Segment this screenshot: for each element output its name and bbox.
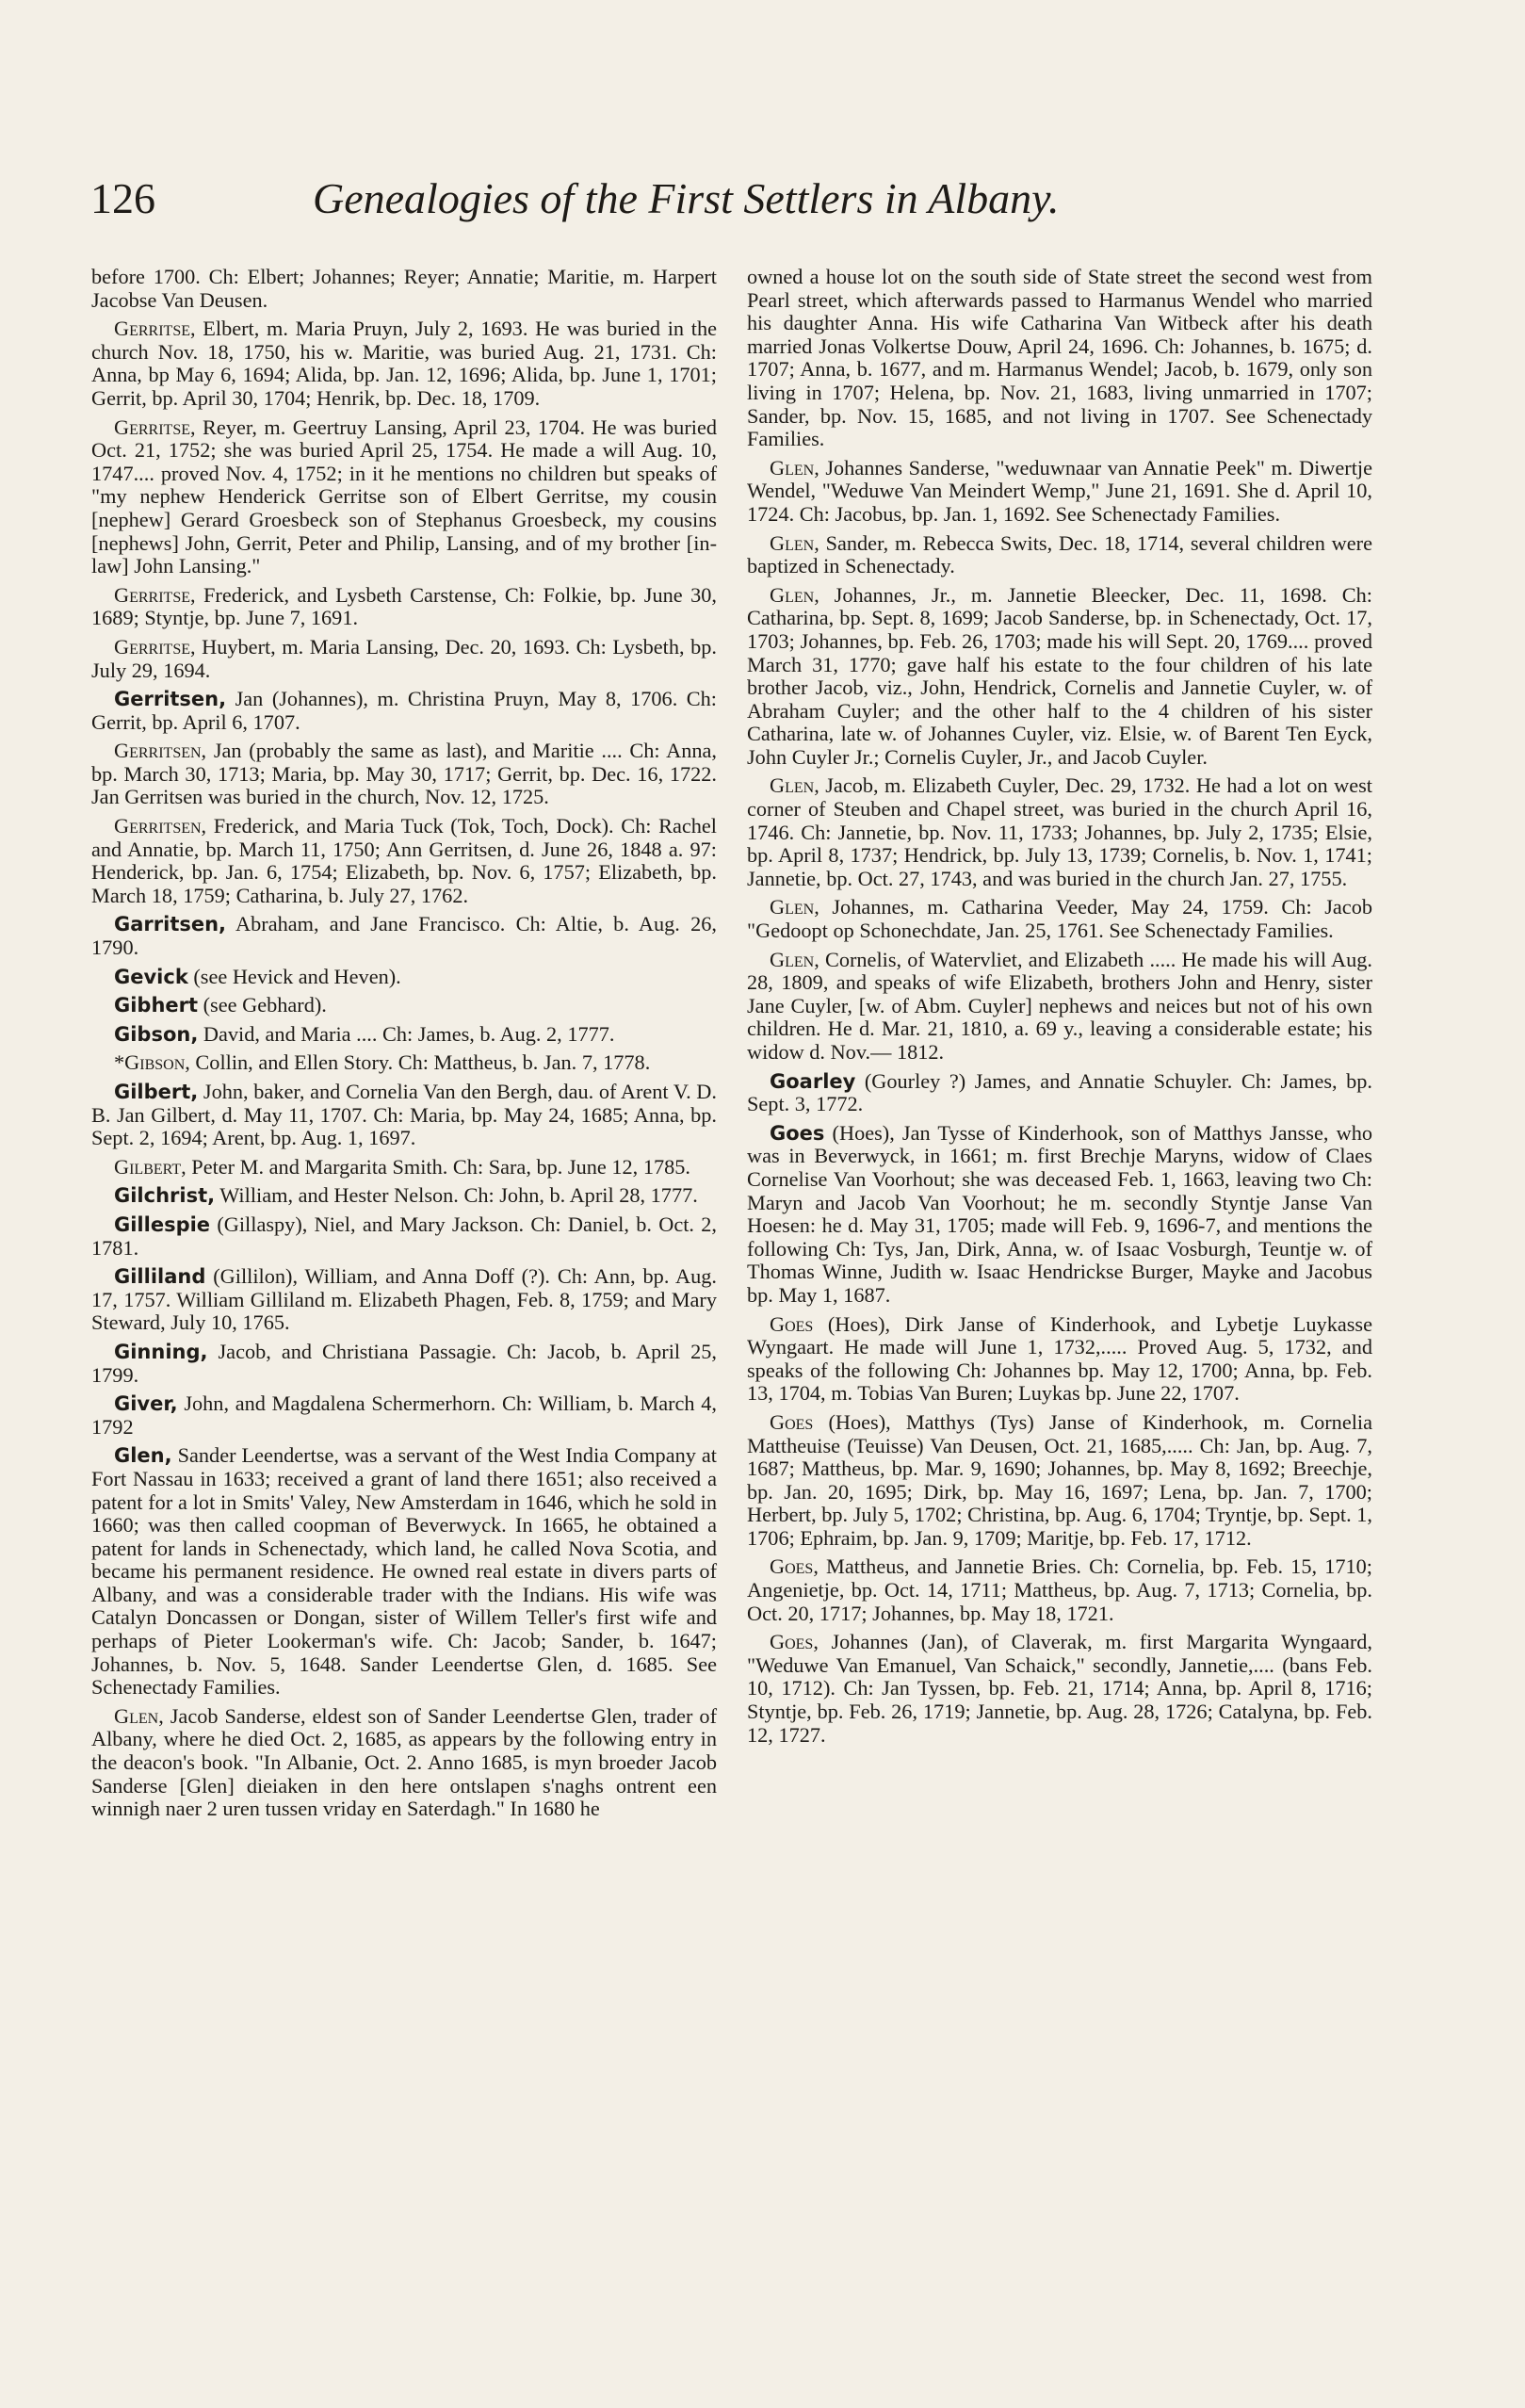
entry-surname: Ginning, [114, 1340, 208, 1363]
entry-surname: Gerritse, [114, 634, 196, 659]
entry-surname: Goes, [770, 1554, 819, 1579]
entry-surname: Goes [770, 1409, 814, 1434]
entry-text: (see Hevick and Heven). [187, 964, 401, 988]
entry-text: Jan (probably the same as last), and Maritie .... Ch: Anna, bp. March 30, 1713; Maria, bp. May 30, 1717; Gerrit, bp. Dec. 16, 1722. Jan Gerritsen was buried in the church, Nov. 12, 1725. [91, 739, 717, 809]
entry-text: David, and Maria .... Ch: James, b. Aug. 2, 1777. [198, 1021, 615, 1046]
genealogy-entry [91, 994, 717, 1017]
genealogy-entry [91, 1705, 717, 1821]
genealogy-entry [91, 1081, 717, 1150]
entry-surname: Glen, [770, 773, 819, 798]
entry-text: (Hoes), Matthys (Tys) Janse of Kinderhook, m. Cornelia Mattheuise (Teuisse) Van Deusen, Oct. 21, 1685,..... Ch: Jan, bp. Aug. 7, 1687; Mattheus, bp. Mar. 9, 1690; Johannes, bp. May 8, 1692; Breechje, bp. Jan. 20, 1695; Dirk, bp. May 16, 1697; Lena, bp. Jan. 7, 1700; Herbert, bp. July 5, 1702; Christina, bp. Aug. 6, 1704; Tryntje, bp. Sept. 1, 1706; Ephraim, bp. Jan. 9, 1709; Maritje, bp. Feb. 17, 1712. [747, 1409, 1372, 1550]
entry-text: (Gourley ?) James, and Annatie Schuyler. Ch: James, bp. Sept. 3, 1772. [747, 1068, 1372, 1116]
entry-text: (Gillilon), William, and Anna Doff (?). Ch: Ann, bp. Aug. 17, 1757. William Gilliland m. Elizabeth Phagen, Feb. 8, 1759; and Mary Steward, July 10, 1765. [91, 1264, 717, 1335]
genealogy-entry [91, 740, 717, 809]
entry-surname: Gibson, [114, 1022, 199, 1046]
genealogy-entry [747, 949, 1372, 1065]
entry-surname: Gerritse, [114, 582, 196, 607]
genealogy-entry [747, 532, 1372, 578]
genealogy-entry [747, 584, 1372, 770]
entry-text: Frederick, and Lysbeth Carstense, Ch: Folkie, bp. June 30, 1689; Styntje, bp. June 7, 1691. [91, 582, 717, 630]
running-title: Genealogies of the First Settlers in Albany. [313, 174, 1060, 222]
entry-text: before 1700. Ch: Elbert; Johannes; Reyer; Annatie; Maritie, m. Harpert Jacobse Van Deusen. [91, 265, 717, 312]
entry-surname: Goes [770, 1311, 814, 1336]
genealogy-entry [91, 1156, 717, 1180]
entry-text: (Hoes), Jan Tysse of Kinderhook, son of Matthys Jansse, who was in Beverwyck, in 1661; m. first Brechje Maryns, widow of Claes Cornelise Van Voorhout; she was deceased Feb. 1, 1663, leaving two Ch: Maryn and Jacob Van Voorhout; he m. secondly Styntje Janse Van Hoesen: he d. May 31, 1705; made will Feb. 9, 1696-7, and mentions the following Ch: Tys, Jan, Dirk, Anna, w. of Isaac Vosburgh, Teuntje w. of Thomas Winne, Judith w. Isaac Hendrickse Burger, Mayke and Jacobus bp. May 1, 1687. [747, 1120, 1372, 1307]
genealogy-entry [91, 1023, 717, 1047]
entry-text: owned a house lot on the south side of State street the second west from Pearl street, which afterwards passed to Harmanus Wendel who married his daughter Anna. His wife Catharina Van Witbeck after his death married Jonas Volkertse Douw, April 24, 1696. Ch: Johannes, b. 1675; d. 1707; Anna, b. 1677, and m. Harmanus Wendel; Jacob, b. 1679, only son living in 1707; Helena, bp. Nov. 21, 1683, living unmarried in 1707; Sander, bp. Nov. 15, 1685, and not living in 1707. See Schenectady Families. [747, 265, 1372, 451]
entry-text: John, and Magdalena Schermerhorn. Ch: William, b. March 4, 1792 [91, 1391, 717, 1439]
genealogy-entry [91, 1392, 717, 1439]
entry-text: Jacob Sanderse, eldest son of Sander Leendertse Glen, trader of Albany, where he died Oct. 2, 1685, as appears by the following entry in the deacon's book. "In Albanie, Oct. 2. Anno 1685, is myn broeder Jacob Sanderse [Glen] dieiaken in den here ontslapen s'naghs ontrent een winnigh naer 2 uren tussen vriday en Saterdagh." In 1680 he [91, 1703, 717, 1821]
genealogy-entry [747, 1313, 1372, 1406]
genealogy-entry [747, 266, 1372, 451]
entry-surname: Gilbert, [114, 1154, 187, 1179]
genealogy-entry [91, 1444, 717, 1700]
left-column [91, 266, 717, 1827]
entry-surname: Gerritse, [114, 415, 196, 439]
entry-text: Jacob, and Christiana Passagie. Ch: Jacob, b. April 25, 1799. [91, 1339, 717, 1387]
genealogy-entry [91, 913, 717, 959]
entry-text: John, baker, and Cornelia Van den Bergh, dau. of Arent V. D. B. Jan Gilbert, d. May 11, 1707. Ch: Maria, bp. May 24, 1685; Anna, bp. Sept. 2, 1694; Arent, bp. Aug. 1, 1697. [91, 1080, 717, 1150]
entry-text: (see Gebhard). [198, 993, 327, 1017]
genealogy-entry [91, 636, 717, 682]
entry-surname: Gilliland [114, 1265, 206, 1289]
entry-surname: Gerritsen, [114, 688, 227, 711]
entry-text: Jacob, m. Elizabeth Cuyler, Dec. 29, 1732. He had a lot on west corner of Steuben and Chapel street, was buried in the church April 16, 1746. Ch: Jannetie, bp. Nov. 11, 1733; Johannes, bp. July 2, 1735; Elsie, bp. April 8, 1737; Hendrick, bp. July 13, 1739; Cornelis, b. Nov. 1, 1741; Jannetie, bp. Oct. 27, 1743, and was buried in the church Jan. 27, 1755. [747, 773, 1372, 890]
entry-surname: Gerritsen, [114, 814, 207, 838]
entry-text: Sander, m. Rebecca Swits, Dec. 18, 1714, several children were baptized in Schenectady. [747, 530, 1372, 578]
genealogy-entry [91, 815, 717, 907]
entry-surname: Gerritse, [114, 317, 196, 341]
entry-text: Abraham, and Jane Francisco. Ch: Altie, b. Aug. 26, 1790. [91, 912, 717, 960]
entry-text: Elbert, m. Maria Pruyn, July 2, 1693. He was buried in the church Nov. 18, 1750, his w. Maritie, was buried Aug. 21, 1731. Ch: Anna, bp May 6, 1694; Alida, bp. Jan. 12, 1696; Alida, bp. June 1, 1701; Gerrit, bp. April 30, 1704; Henrik, bp. Dec. 18, 1709. [91, 317, 717, 410]
entry-surname: Goes [770, 1121, 825, 1145]
entry-surname: Glen, [114, 1703, 164, 1728]
entry-surname: Glen, [770, 947, 819, 971]
entry-text: Peter M. and Margarita Smith. Ch: Sara, bp. June 12, 1785. [186, 1154, 690, 1179]
genealogy-entry [91, 1184, 717, 1208]
entry-text: William, and Hester Nelson. Ch: John, b. April 28, 1777. [215, 1183, 698, 1208]
genealogy-entry [91, 1341, 717, 1387]
entry-text: Frederick, and Maria Tuck (Tok, Toch, Dock). Ch: Rachel and Annatie, bp. March 11, 1750; Ann Gerritsen, d. June 26, 1848 a. 97: Henderick, bp. Jan. 6, 1754; Elizabeth, bp. Nov. 6, 1757; Elizabeth, bp. March 18, 1759; Catharina, b. July 27, 1762. [91, 814, 717, 907]
entry-surname: Glen, [770, 895, 819, 919]
genealogy-entry [91, 416, 717, 578]
entry-surname: Glen, [770, 530, 819, 555]
entry-surname: Glen, [114, 1444, 172, 1468]
entry-text: Reyer, m. Geertruy Lansing, April 23, 1704. He was buried Oct. 21, 1752; she was buried April 25, 1754. He made a will Aug. 10, 1747.... proved Nov. 4, 1752; in it he mentions no children but speaks of "my nephew Henderick Gerritse son of Elbert Gerritse, my cousin [nephew] Gerard Groesbeck son of Stephanus Groesbeck, my cousins [nephews] John, Gerrit, Peter and Philip, Lansing, and of my brother [in-law] John Lansing." [91, 415, 717, 578]
entry-surname: *Gibson, [114, 1050, 190, 1075]
genealogy-entry [747, 1631, 1372, 1747]
genealogy-entry [91, 584, 717, 630]
entry-surname: Goarley [770, 1069, 856, 1093]
entry-surname: Gilchrist, [114, 1184, 216, 1208]
page-header [90, 173, 1443, 230]
genealogy-entry [91, 688, 717, 734]
page-number: 126 [90, 174, 155, 222]
genealogy-entry [747, 1555, 1372, 1625]
entry-surname: Gibhert [114, 994, 199, 1017]
genealogy-entry [747, 896, 1372, 942]
entry-text: Johannes, m. Catharina Veeder, May 24, 1759. Ch: Jacob "Gedoopt op Schonechdate, Jan. 25, 1761. See Schenectady Families. [747, 895, 1372, 943]
entry-surname: Gilbert, [114, 1081, 199, 1103]
entry-surname: Gillespie [114, 1212, 211, 1236]
entry-surname: Glen, [770, 582, 819, 607]
entry-text: Johannes (Jan), of Claverak, m. first Margarita Wyngaard, "Weduwe Van Emanuel, Van Schaick," secondly, Jannetie,.... (bans Feb. 10, 1712). Ch: Jan Tyssen, bp. Feb. 21, 1714; Anna, bp. April 8, 1716; Styntje, bp. Feb. 26, 1719; Jannetie, bp. Aug. 28, 1726; Catalyna, bp. Feb. 12, 1727. [747, 1630, 1372, 1747]
genealogy-entry [747, 1070, 1372, 1116]
entry-surname: Goes, [770, 1630, 819, 1654]
genealogy-entry [91, 1051, 717, 1075]
entry-text: Cornelis, of Watervliet, and Elizabeth ..... He made his will Aug. 28, 1809, and speaks of wife Elizabeth, brothers John and Henry, sister Jane Cuyler, [w. of Abm. Cuyler] nephews and neices but not of his own children. He d. Mar. 21, 1810, a. 69 y., leaving a considerable estate; his widow d. Nov.— 1812. [747, 947, 1372, 1064]
entry-text: Johannes Sanderse, "weduwnaar van Annatie Peek" m. Diwertje Wendel, "Weduwe Van Meindert Wemp," June 21, 1691. She d. April 10, 1724. Ch: Jacobus, bp. Jan. 1, 1692. See Schenectady Families. [747, 455, 1372, 526]
entry-text: Mattheus, and Jannetie Bries. Ch: Cornelia, bp. Feb. 15, 1710; Angenietje, bp. Oct. 14, 1711; Mattheus, bp. Aug. 7, 1713; Cornelia, bp. Oct. 20, 1717; Johannes, bp. May 18, 1721. [747, 1554, 1372, 1625]
genealogy-entry [91, 1265, 717, 1335]
genealogy-entry [91, 1213, 717, 1260]
genealogy-entry [91, 966, 717, 989]
genealogy-entry [747, 774, 1372, 890]
entry-text: Johannes, Jr., m. Jannetie Bleecker, Dec. 11, 1698. Ch: Catharina, bp. Sept. 8, 1699; Jacob Sanderse, bp. in Schenectady, Oct. 17, 1703; Johannes, bp. Feb. 26, 1703; made his will Sept. 20, 1769.... proved March 31, 1770; gave half his estate to the four children of his late brother Jacob, viz., John, Hendrick, Cornelis and Jannetie Cuyler, w. of Abraham Cuyler; and the other half to the 4 children of his sister Catharina, late w. of Johannes Cuyler, viz. Elsie, w. of Barent Ten Eyck, John Cuyler Jr.; Cornelis Cuyler, Jr., and Jacob Cuyler. [747, 582, 1372, 769]
entry-text: (Hoes), Dirk Janse of Kinderhook, and Lybetje Luykasse Wyngaart. He made will June 1, 1732,..... Proved Aug. 5, 1732, and speaks of the following Ch: Johannes bp. May 12, 1700; Anna, bp. Feb. 13, 1704, m. Tobias Van Buren; Luykas bp. June 22, 1707. [747, 1311, 1372, 1406]
entry-surname: Glen, [770, 455, 819, 480]
genealogy-entry [747, 1411, 1372, 1551]
genealogy-entry [91, 266, 717, 312]
right-column [747, 266, 1372, 1752]
entry-surname: Gevick [114, 965, 188, 988]
genealogy-entry [91, 317, 717, 410]
entry-surname: Giver, [114, 1392, 178, 1416]
genealogy-entry [747, 1122, 1372, 1308]
entry-surname: Garritsen, [114, 913, 227, 936]
genealogy-entry [747, 457, 1372, 527]
entry-text: (Gillaspy), Niel, and Mary Jackson. Ch: Daniel, b. Oct. 2, 1781. [91, 1212, 717, 1260]
entry-text: Sander Leendertse, was a servant of the West India Company at Fort Nassau in 1633; received a grant of land there 1651; also received a patent for a lot in Smits' Valey, New Amsterdam in 1646, which he sold in 1660; was then called coopman of Beverwyck. In 1665, he obtained a patent for lands in Schenectady, which land, he called Nova Scotia, and became his permanent residence. He owned real estate in divers parts of Albany, and was a considerable trader with the Indians. His wife was Catalyn Doncassen or Dongan, sister of Willem Teller's first wife and perhaps of Pieter Lookerman's wife. Ch: Jacob; Sander, b. 1647; Johannes, b. Nov. 5, 1648. Sander Leendertse Glen, d. 1685. See Schenectady Families. [91, 1443, 717, 1700]
entry-text: Jan (Johannes), m. Christina Pruyn, May 8, 1706. Ch: Gerrit, bp. April 6, 1707. [91, 687, 717, 734]
entry-text: Huybert, m. Maria Lansing, Dec. 20, 1693. Ch: Lysbeth, bp. July 29, 1694. [91, 634, 717, 682]
entry-surname: Gerritsen, [114, 739, 207, 763]
entry-text: Collin, and Ellen Story. Ch: Mattheus, b. Jan. 7, 1778. [189, 1050, 651, 1075]
